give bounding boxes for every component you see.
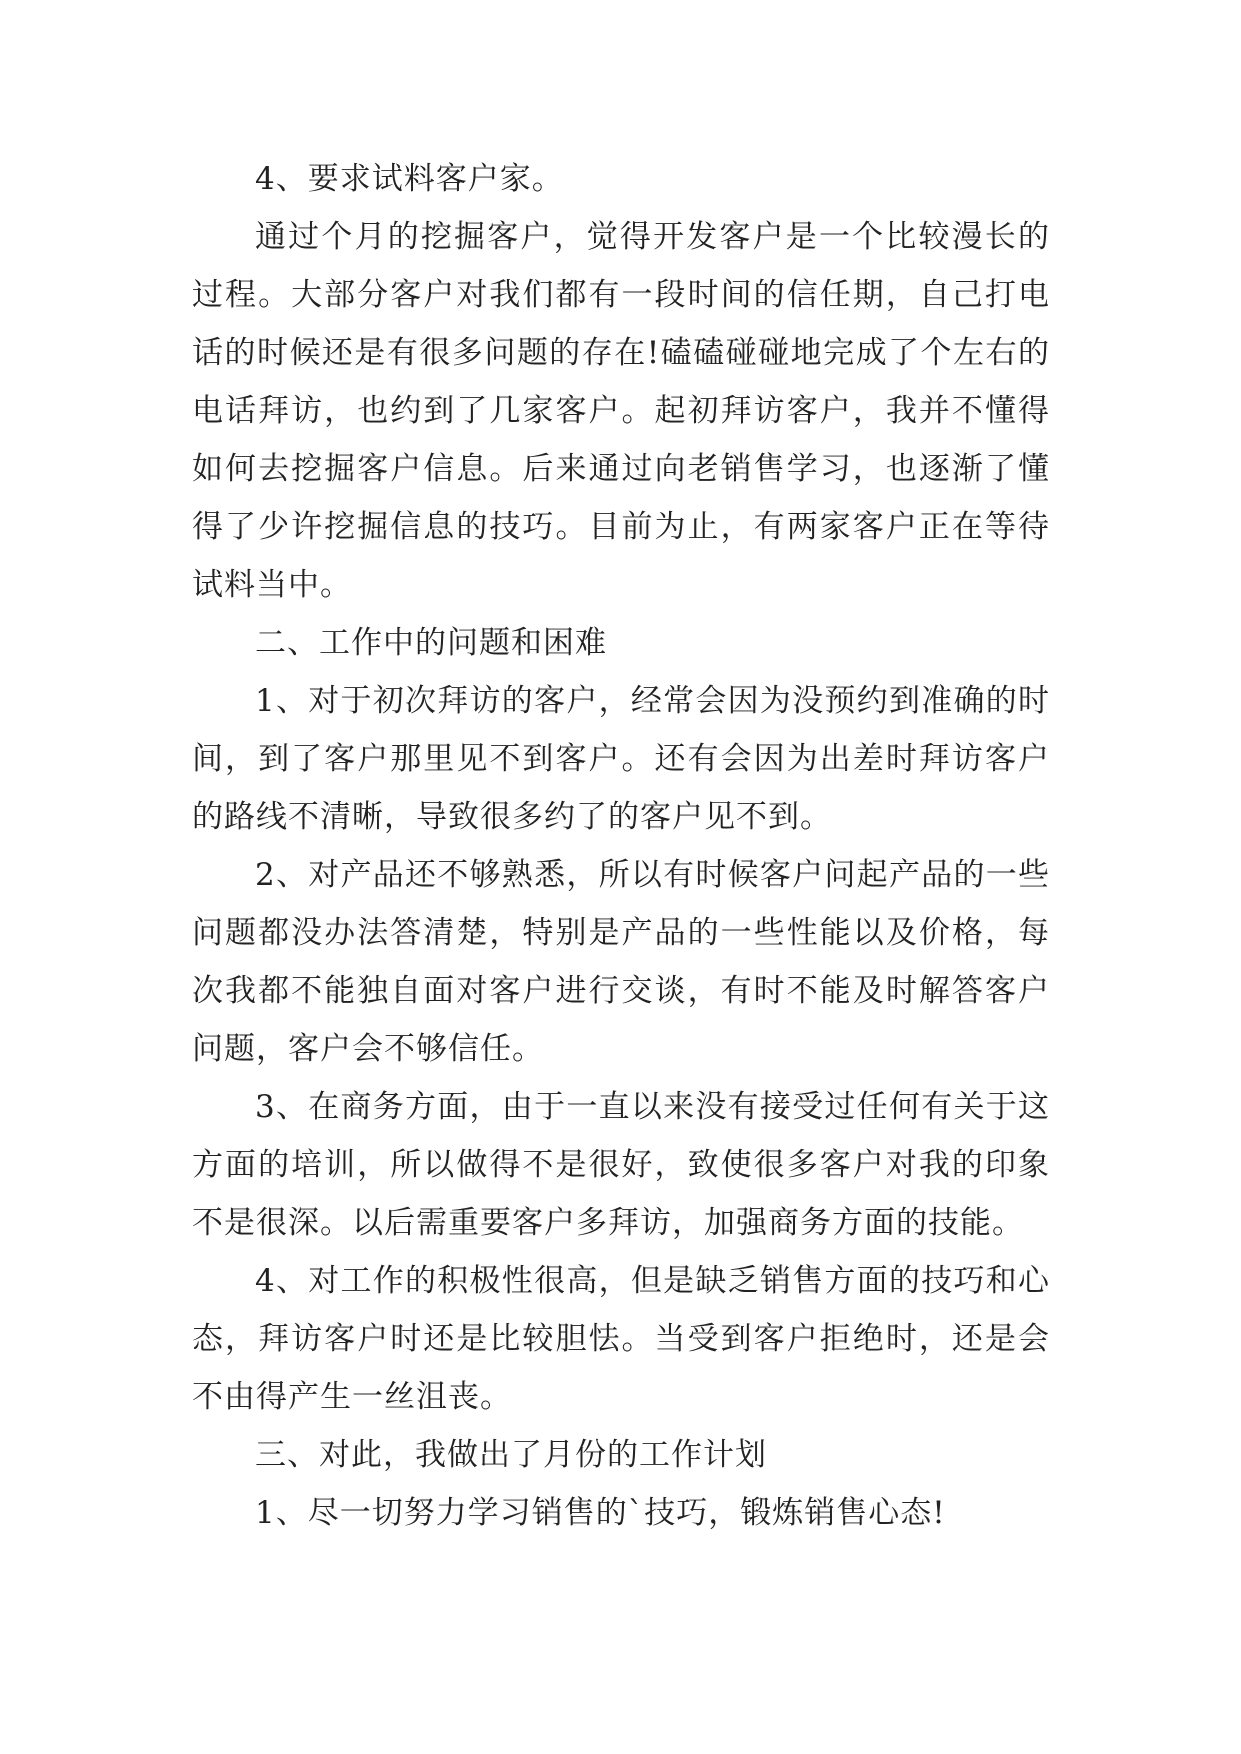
paragraph-problem-1: 1、对于初次拜访的客户，经常会因为没预约到准确的时间，到了客户那里见不到客户。还有会因为出差时拜访客户的路线不清晰，导致很多约了的客户见不到。	[192, 683, 1050, 835]
paragraph-problem-3: 3、在商务方面，由于一直以来没有接受过任何有关于这方面的培训，所以做得不是很好，致使很多客户对我的印象不是很深。以后需重要客户多拜访，加强商务方面的技能。	[192, 1089, 1050, 1241]
paragraph-problem-2: 2、对产品还不够熟悉，所以有时候客户问起产品的一些问题都没办法答清楚，特别是产品的一些性能以及价格，每次我都不能独自面对客户进行交谈，有时不能及时解答客户问题，客户会不够信任。	[192, 857, 1050, 1067]
paragraph-plan-1: 1、尽一切努力学习销售的`技巧，锻炼销售心态!	[255, 1495, 946, 1531]
section-heading-plan: 三、对此，我做出了月份的工作计划	[255, 1437, 767, 1473]
section-heading-problems: 二、工作中的问题和困难	[255, 625, 607, 661]
paragraph-customer-development: 通过个月的挖掘客户，觉得开发客户是一个比较漫长的过程。大部分客户对我们都有一段时间的信任期，自己打电话的时候还是有很多问题的存在!磕磕碰碰地完成了个左右的电话拜访，也约到了几家客户。起初拜访客户，我并不懂得如何去挖掘客户信息。后来通过向老销售学习，也逐渐了懂得了少许挖掘信息的技巧。目前为止，有两家客户正在等待试料当中。	[192, 219, 1050, 603]
document-body	[192, 150, 1050, 1542]
paragraph-problem-4: 4、对工作的积极性很高，但是缺乏销售方面的技巧和心态，拜访客户时还是比较胆怯。当受到客户拒绝时，还是会不由得产生一丝沮丧。	[192, 1263, 1050, 1415]
paragraph-request-trial: 4、要求试料客户家。	[255, 161, 564, 197]
